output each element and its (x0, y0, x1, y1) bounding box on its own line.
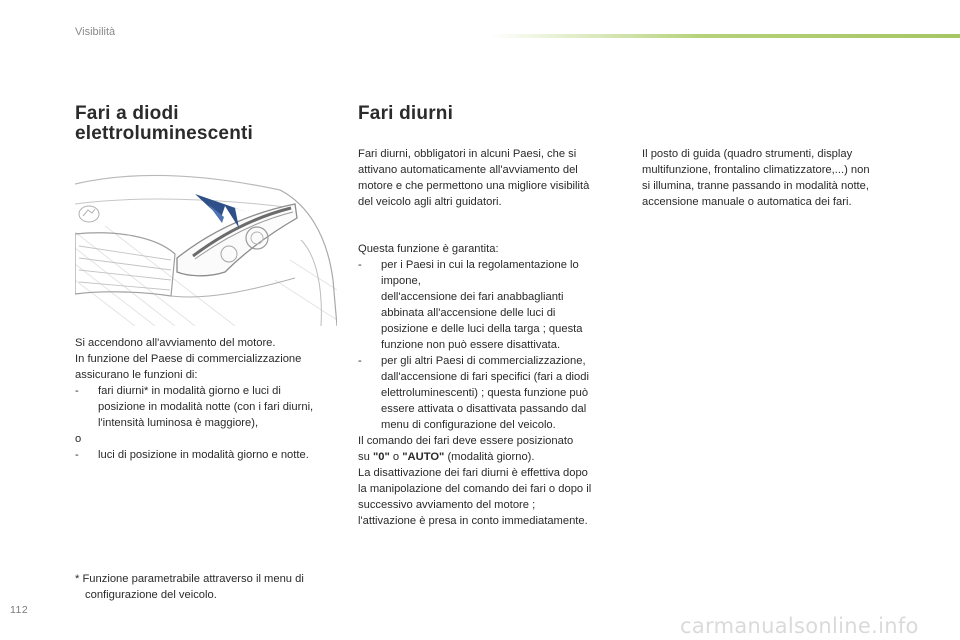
position-auto: "AUTO" (402, 451, 445, 463)
intro-line: assicurano le funzioni di: (75, 369, 198, 381)
intro-line: In funzione del Paese di commercializzazione (75, 353, 302, 365)
intro-line: Si accendono all'avviamento del motore. (75, 337, 276, 349)
position-zero: "0" (372, 451, 390, 463)
led-functions-list (75, 383, 337, 431)
daytime-lights-intro: Fari diurni, obbligatori in alcuni Paesi, che si attivano automaticamente all'avviamento del motore e che permettono una migliore visibilità del veicolo agli altri guidatori. (358, 148, 590, 208)
guarantee-list (358, 257, 620, 433)
or-conjunction: o (75, 433, 82, 445)
list-item: - luci di posizione in modalità giorno e notte. (75, 449, 309, 461)
headlamp-drawing (75, 160, 337, 326)
title-led-lights: Fari a diodi elettroluminescenti (75, 103, 254, 144)
led-lights-description (75, 335, 337, 463)
command-position-line: su "0" o "AUTO" (modalità giorno). (358, 451, 535, 463)
dashboard-lighting-note: Il posto di guida (quadro strumenti, display multifunzione, frontalino climatizzatore,...) non si illumina, tranne passando in modalità notte, accensione manuale o automatica dei fari. (642, 148, 870, 208)
header-rule (490, 34, 960, 38)
list-item: - fari diurni* in modalità giorno e luci di posizione in modalità notte (con i fari diurni, l'intensità luminosa è maggiore), (75, 385, 314, 429)
page-number: 112 (10, 604, 29, 616)
daytime-lights-details: Questa funzione è garantita: - per i Paesi in cui la regolamentazione lo impone, dell'accensione dei fari anabbaglianti abbinata all'accensione delle luci di posizione e delle luci della targa ; questa funzione non può essere disattivata. - per gli altri Paesi di commercializzazione, dall'accensione di fari specifici (fari a diodi elettroluminescenti) ; questa funzione può essere attivata o disattivata passando dal menu di configurazione del veicolo. Il comando dei fari deve essere posizionato su "0" o "AUTO" (modalità giorno). La disattivazione dei fari diurni è effettiva dopo la manipolazione del comando dei fari o dopo il successivo avviamento del motore ; l'attivazione è presa in conto immediatamente. (358, 241, 620, 529)
watermark: carmanualsonline.info (680, 614, 919, 638)
command-position-line: Il comando dei fari deve essere posizionato (358, 435, 574, 447)
footnote: * Funzione parametrabile attraverso il menu di configurazione del veicolo. (75, 573, 304, 601)
list-item: - per gli altri Paesi di commercializzazione, dall'accensione di fari specifici (fari a diodi elettroluminescenti) ; questa funzione può essere attivata o disattivata passando dal menu di configurazione del veicolo. (358, 355, 589, 431)
list-item: - per i Paesi in cui la regolamentazione lo impone, dell'accensione dei fari anabbaglianti abbinata all'accensione delle luci di posizione e delle luci della targa ; questa funzione non può essere disattivata. (358, 259, 583, 351)
headlamp-illustration (75, 160, 337, 326)
section-label: Visibilità (75, 26, 116, 38)
title-daytime-lights: Fari diurni (358, 103, 454, 124)
